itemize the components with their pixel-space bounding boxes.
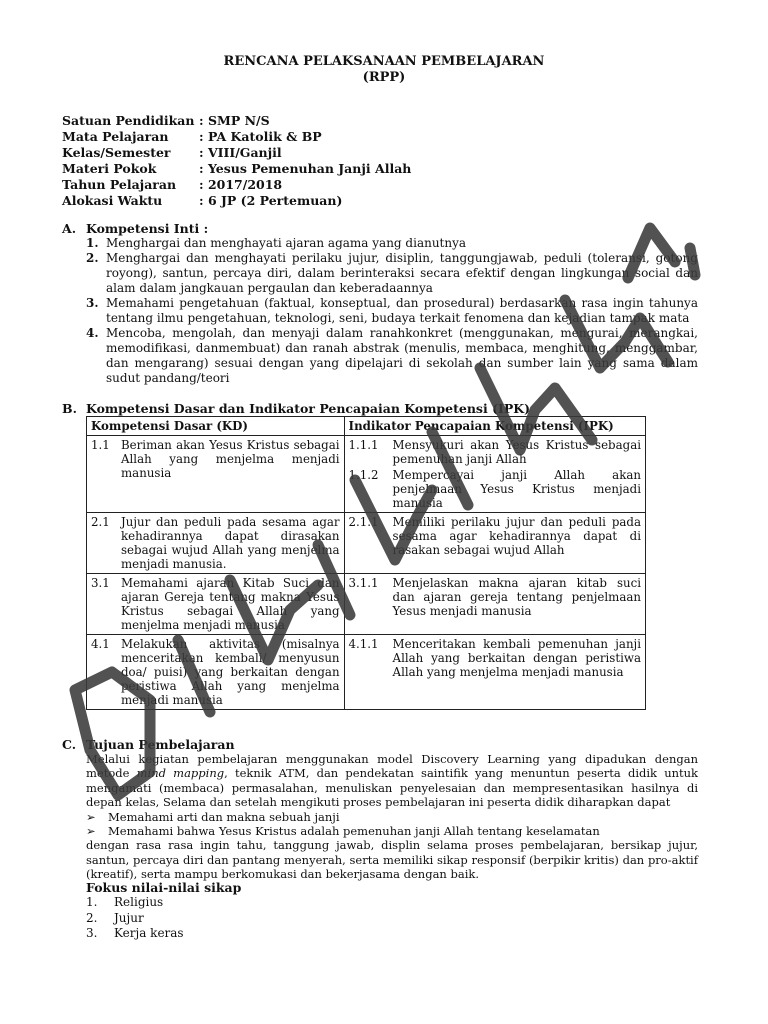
table-row <box>87 635 646 710</box>
identity-key: Kelas/Semester <box>62 145 171 160</box>
item-number: 2. <box>86 251 99 265</box>
fokus-title: Fokus nilai-nilai sikap <box>86 880 242 895</box>
list-item <box>86 895 184 911</box>
section-title: Tujuan Pembelajaran <box>86 737 235 752</box>
ipk-cell <box>344 436 645 513</box>
kd-text: Memahami ajaran Kitab Suci dan ajaran Gereja tentang makna Yesus Kristus sebagai Allah yang menjelma menjadi manusia <box>121 576 340 632</box>
kd-cell <box>87 436 345 513</box>
list-item <box>86 326 698 386</box>
identity-value: : SMP N/S <box>199 113 270 128</box>
item-text: Memahami pengetahuan (faktual, konseptual, dan prosedural) berdasarkan rasa ingin tahunya tentang ilmu pengetahuan, teknologi, seni, budaya terkait fenomena dan kejadian tampak mata <box>106 296 698 325</box>
bullet-text: Memahami arti dan makna sebuah janji <box>108 809 340 824</box>
identity-row <box>62 113 411 129</box>
kd-cell <box>87 635 345 710</box>
identity-block <box>62 113 411 209</box>
tujuan-closing: dengan rasa rasa ingin tahu, tanggung jawab, displin selama proses pembelajaran, bersikap jujur, santun, percaya diri dan pantang menyerah, serta memiliki sikap responsif (berpikir kritis) dan pro-aktif (kreatif), serta mampu berkomukasi dan bekerjasama dengan baik. <box>86 838 698 882</box>
section-letter: C. <box>62 737 77 752</box>
item-number: 3. <box>86 296 99 310</box>
identity-value: : VIII/Ganjil <box>199 145 282 160</box>
identity-row <box>62 193 411 209</box>
item-text: Menghargai dan menghayati perilaku jujur, disiplin, tanggungjawab, peduli (toleransi, gotong royong), santun, percaya diri, dalam berinteraksi secara efektif dengan lingkungan social dan alam dalam jangkauan pergaulan dan keberadaannya <box>106 251 698 295</box>
item-number: 2. <box>86 910 98 925</box>
ipk-number: 1.1.1 <box>348 438 379 452</box>
kd-text: Jujur dan peduli pada sesama agar kehadirannya dapat dirasakan sebagai wujud Allah yang menjelma menjadi manusia. <box>121 515 340 571</box>
kd-ipk-table <box>86 416 646 710</box>
ipk-text: Memiliki perilaku jujur dan peduli pada sesama agar kehadirannya dapat di rasakan sebagai wujud Allah <box>392 515 641 557</box>
list-item <box>86 296 698 326</box>
ipk-text: Menjelaskan makna ajaran kitab suci dan ajaran gereja tentang penjelmaan Yesus menjadi manusia <box>392 576 641 618</box>
list-item <box>86 236 698 251</box>
identity-row <box>62 161 411 177</box>
table-row <box>87 574 646 635</box>
identity-row <box>62 145 411 161</box>
kd-number: 1.1 <box>91 438 110 452</box>
ipk-text: Mempercayai janji Allah akan penjelmaan Yesus Kristus menjadi manusia <box>392 468 641 510</box>
identity-row <box>62 177 411 193</box>
section-title: Kompetensi Inti : <box>86 221 209 236</box>
tujuan-pembelajaran <box>86 752 698 882</box>
item-number: 1. <box>86 236 99 250</box>
section-b-heading <box>62 401 530 417</box>
identity-value: : 2017/2018 <box>199 177 283 192</box>
item-text: Menghargai dan menghayati ajaran agama yang dianutnya <box>106 236 467 250</box>
table-header-row <box>87 417 646 436</box>
kd-cell <box>87 513 345 574</box>
kd-number: 4.1 <box>91 637 110 651</box>
section-c-heading <box>62 737 235 753</box>
item-text: Kerja keras <box>114 926 184 940</box>
fokus-list <box>86 895 184 942</box>
identity-value: : 6 JP (2 Pertemuan) <box>199 193 343 208</box>
kompetensi-inti-list <box>86 236 698 386</box>
identity-value: : Yesus Pemenuhan Janji Allah <box>199 161 412 176</box>
list-item <box>86 810 698 824</box>
section-letter: B. <box>62 401 77 416</box>
section-a-heading <box>62 221 208 237</box>
intro-text: Melalui kegiatan pembelajaran menggunakan model Discovery Learning yang dipadukan dengan metode <box>86 752 698 781</box>
ipk-cell <box>344 513 645 574</box>
intro-text: , teknik ATM, dan pendekatan saintifik yang menuntun peserta didik untuk mengamati (membaca) permasalahan, menuliskan penyelesaian dan mempresentasikan hasilnya di depan kelas, Selama dan setelah mengikuti proses pembelajaran ini peserta didik diharapkan dapat <box>86 766 699 810</box>
identity-key: Materi Pokok <box>62 161 157 176</box>
identity-key: Mata Pelajaran <box>62 129 169 144</box>
arrow-bullet-icon: ➢ <box>86 809 96 824</box>
item-text: Mencoba, mengolah, dan menyaji dalam ranahkonkret (menggunakan, mengurai, merangkai, memodifikasi, danmembuat) dan ranah abstrak (menulis, membaca, menghitung, menggambar, dan mengarang) sesuai dengan yang dipelajari di sekolah dan sumber lain yang sama dalam sudut pandang/teori <box>106 326 698 385</box>
section-title: Kompetensi Dasar dan Indikator Pencapaian Kompetensi (IPK) <box>86 401 531 416</box>
kd-number: 2.1 <box>91 515 110 529</box>
table-row <box>87 436 646 513</box>
document-title <box>0 54 768 86</box>
list-item <box>86 824 698 838</box>
table-row <box>87 513 646 574</box>
ipk-number: 1.1.2 <box>348 468 379 482</box>
ipk-text: Menceritakan kembali pemenuhan janji Allah yang berkaitan dengan peristiwa Allah yang menjelma menjadi manusia <box>392 637 641 679</box>
list-item <box>86 911 184 927</box>
title-line-1: RENCANA PELAKSANAAN PEMBELAJARAN <box>223 54 545 69</box>
ipk-cell <box>344 574 645 635</box>
ipk-cell <box>344 635 645 710</box>
item-number: 4. <box>86 326 99 340</box>
identity-key: Satuan Pendidikan <box>62 113 195 128</box>
item-number: 3. <box>86 926 98 940</box>
ipk-number: 4.1.1 <box>348 637 379 651</box>
kd-cell <box>87 574 345 635</box>
title-line-2: (RPP) <box>362 70 406 85</box>
kd-text: Melakukan aktivitas (misalnya menceritakan kembali/ menyusun doa/ puisi) yang berkaitan dengan peristiwa Allah yang menjelma menjadi manusia <box>121 637 340 707</box>
column-header-ipk: Indikator Pencapaian Kompetensi (IPK) <box>344 417 645 436</box>
kd-text: Beriman akan Yesus Kristus sebagai Allah yang menjelma menjadi manusia <box>121 438 340 480</box>
item-text: Jujur <box>114 910 144 925</box>
arrow-bullet-icon: ➢ <box>86 824 96 839</box>
identity-row <box>62 129 411 145</box>
tujuan-intro <box>86 752 698 810</box>
column-header-kd: Kompetensi Dasar (KD) <box>87 417 345 436</box>
identity-key: Tahun Pelajaran <box>62 177 177 192</box>
ipk-number: 2.1.1 <box>348 515 379 529</box>
item-text: Religius <box>114 895 164 909</box>
intro-emphasis: mind mapping <box>136 766 225 781</box>
bullet-text: Memahami bahwa Yesus Kristus adalah pemenuhan janji Allah tentang keselamatan <box>108 824 600 839</box>
ipk-number: 3.1.1 <box>348 576 379 590</box>
kd-number: 3.1 <box>91 576 110 590</box>
list-item <box>86 251 698 296</box>
identity-value: : PA Katolik & BP <box>199 129 322 144</box>
item-number: 1. <box>86 895 98 909</box>
identity-key: Alokasi Waktu <box>62 193 163 208</box>
list-item <box>86 926 184 942</box>
section-letter: A. <box>62 221 77 236</box>
ipk-text: Mensyukuri akan Yesus Kristus sebagai pemenuhan janji Allah <box>392 438 641 466</box>
